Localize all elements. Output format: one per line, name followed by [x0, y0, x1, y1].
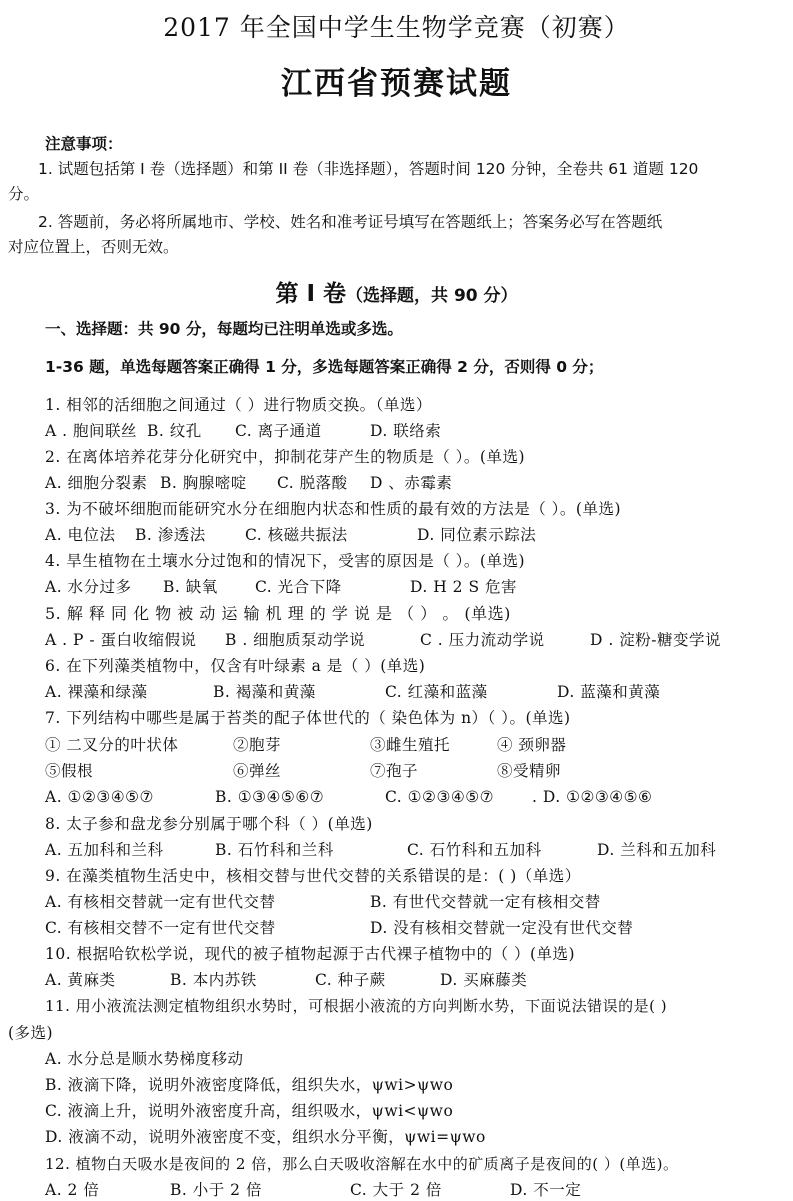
option: C . 压力流动学说	[420, 631, 545, 649]
option: D . 淀粉-糖变学说	[590, 631, 721, 649]
option: A. 细胞分裂素	[45, 474, 148, 492]
option: A. 水分过多	[45, 578, 132, 596]
option-row	[45, 1179, 582, 1201]
notice-item-2-cont: 对应位置上，否则无效。	[8, 238, 179, 256]
option: D. 同位素示踪法	[417, 526, 537, 544]
option: C. 石竹科和五加科	[407, 841, 542, 859]
option: C. 种子蕨	[315, 971, 386, 989]
option-row	[45, 917, 634, 939]
option-row	[45, 681, 661, 703]
question-stem: 11. 用小液流法测定植物组织水势时，可根据小液流的方向判断水势，下面说法错误的是( )	[45, 997, 668, 1015]
option: C. 大于 2 倍	[350, 1181, 442, 1199]
option: C. 液滴上升，说明外液密度升高，组织吸水，ψwi<ψwo	[45, 1102, 454, 1120]
option-row	[45, 891, 601, 913]
option: A. 2 倍	[45, 1181, 100, 1199]
option: B. 褐藻和黄藻	[213, 683, 316, 701]
part-1-title	[0, 275, 793, 308]
notice-item-1-cont: 分。	[8, 185, 40, 203]
notice-item-1: 1. 试题包括第 I 卷（选择题）和第 II 卷（非选择题），答题时间 120 分钟，全卷共 61 道题 120	[38, 160, 699, 178]
option: D. 联络索	[370, 422, 442, 440]
option: ⑤假根	[45, 762, 94, 780]
option: A. 黄麻类	[45, 971, 116, 989]
option-row	[45, 760, 562, 782]
question-stem-cont: (多选)	[8, 1024, 54, 1042]
option-row	[45, 472, 453, 494]
question-stem: 7. 下列结构中哪些是属于苔类的配子体世代的（ 染色体为 n）（ ）。(单选)	[45, 709, 571, 727]
option: B. 渗透法	[135, 526, 206, 544]
exam-subtitle: 江西省预赛试题	[281, 66, 512, 102]
option: A. 水分总是顺水势梯度移动	[45, 1050, 244, 1068]
option: C. 离子通道	[235, 422, 322, 440]
option-row	[45, 524, 537, 546]
option: D. 蓝藻和黄藻	[557, 683, 661, 701]
section-heading: 一、选择题：共 90 分，每题均已注明单选或多选。	[45, 320, 403, 338]
option: B. ①③④⑤⑥⑦	[215, 788, 325, 806]
option-row	[45, 969, 528, 991]
option: A. 电位法	[45, 526, 116, 544]
option: D. 没有核相交替就一定没有世代交替	[370, 919, 634, 937]
option: D. 液滴不动，说明外液密度不变，组织水分平衡，ψwi=ψwo	[45, 1128, 486, 1146]
option-row	[45, 786, 653, 808]
option: C. 核磁共振法	[245, 526, 348, 544]
question-stem: 4. 旱生植物在土壤水分过饱和的情况下，受害的原因是（ ）。(单选)	[45, 552, 525, 570]
part-1-title-note: （选择题，共 90 分）	[346, 286, 518, 306]
option: B. 液滴下降，说明外液密度降低，组织失水，ψwi>ψwo	[45, 1076, 454, 1094]
option: B. 缺氧	[163, 578, 218, 596]
exam-title: 2017 年全国中学生生物学竞赛（初赛）	[163, 13, 630, 42]
question-stem: 1. 相邻的活细胞之间通过（ ）进行物质交换。（单选）	[45, 396, 432, 414]
option-row	[45, 629, 721, 651]
question-stem: 5. 解 释 同 化 物 被 动 运 输 机 理 的 学 说 是 （ ） 。 (单选)	[45, 604, 511, 623]
option: B. 纹孔	[147, 422, 202, 440]
option-row	[45, 576, 518, 598]
option: B. 本内苏铁	[170, 971, 257, 989]
option: C. 脱落酸	[277, 474, 348, 492]
option: D. 不一定	[510, 1181, 582, 1199]
part-1-title-main: 第 I 卷	[275, 281, 347, 307]
question-stem: 9. 在藻类植物生活史中，核相交替与世代交替的关系错误的是：( )（单选）	[45, 867, 581, 885]
option: ③雌生殖托	[370, 736, 451, 754]
option: D. 兰科和五加科	[597, 841, 717, 859]
scoring-rule: 1-36 题，单选每题答案正确得 1 分，多选每题答案正确得 2 分，否则得 0 分；	[45, 358, 604, 376]
option: ⑥弹丝	[233, 762, 282, 780]
option: ① 二叉分的叶状体	[45, 736, 179, 754]
option: A . 胞间联丝	[45, 422, 137, 440]
option: ④ 颈卵器	[497, 736, 567, 754]
option: ⑦孢子	[370, 762, 419, 780]
question-stem: 12. 植物白天吸水是夜间的 2 倍，那么白天吸收溶解在水中的矿质离子是夜间的( ）(单选)。	[45, 1155, 679, 1173]
option: D. 买麻藤类	[440, 971, 528, 989]
option: B. 石竹科和兰科	[215, 841, 334, 859]
option-row	[45, 420, 442, 442]
question-stem: 3. 为不破坏细胞而能研究水分在细胞内状态和性质的最有效的方法是（ ）。(单选)	[45, 500, 621, 518]
option: D 、赤霉素	[370, 474, 453, 492]
option-row	[45, 839, 717, 861]
option: ⑧受精卵	[497, 762, 562, 780]
option: A. 有核相交替就一定有世代交替	[45, 893, 276, 911]
notice-heading: 注意事项：	[45, 135, 123, 153]
option: C. 光合下降	[255, 578, 342, 596]
question-stem: 8. 太子参和盘龙参分别属于哪个科（ ）(单选)	[45, 815, 373, 833]
question-stem: 6. 在下列藻类植物中，仅含有叶绿素 a 是（ ）(单选)	[45, 657, 426, 675]
option-row	[45, 734, 567, 756]
option: B . 细胞质泵动学说	[225, 631, 366, 649]
option: A. 裸藻和绿藻	[45, 683, 148, 701]
option: A. ①②③④⑤⑦	[45, 788, 154, 806]
option: . D. ①②③④⑤⑥	[532, 788, 653, 806]
notice-item-2: 2. 答题前，务必将所属地市、学校、姓名和准考证号填写在答题纸上；答案务必写在答题纸	[38, 213, 663, 231]
option: B. 有世代交替就一定有核相交替	[370, 893, 601, 911]
option: C. ①②③④⑤⑦	[385, 788, 495, 806]
option: A. 五加科和兰科	[45, 841, 164, 859]
option: C. 红藻和蓝藻	[385, 683, 488, 701]
option: B. 小于 2 倍	[170, 1181, 262, 1199]
option: A . P - 蛋白收缩假说	[45, 631, 197, 649]
option: D. H 2 S 危害	[410, 578, 518, 596]
question-stem: 2. 在离体培养花芽分化研究中，抑制花芽产生的物质是（ ）。(单选)	[45, 448, 525, 466]
option: C. 有核相交替不一定有世代交替	[45, 919, 276, 937]
question-stem: 10. 根据哈钦松学说，现代的被子植物起源于古代裸子植物中的（ ）(单选)	[45, 945, 576, 963]
option: ②胞芽	[233, 736, 282, 754]
option: B. 胸腺嘧啶	[160, 474, 247, 492]
